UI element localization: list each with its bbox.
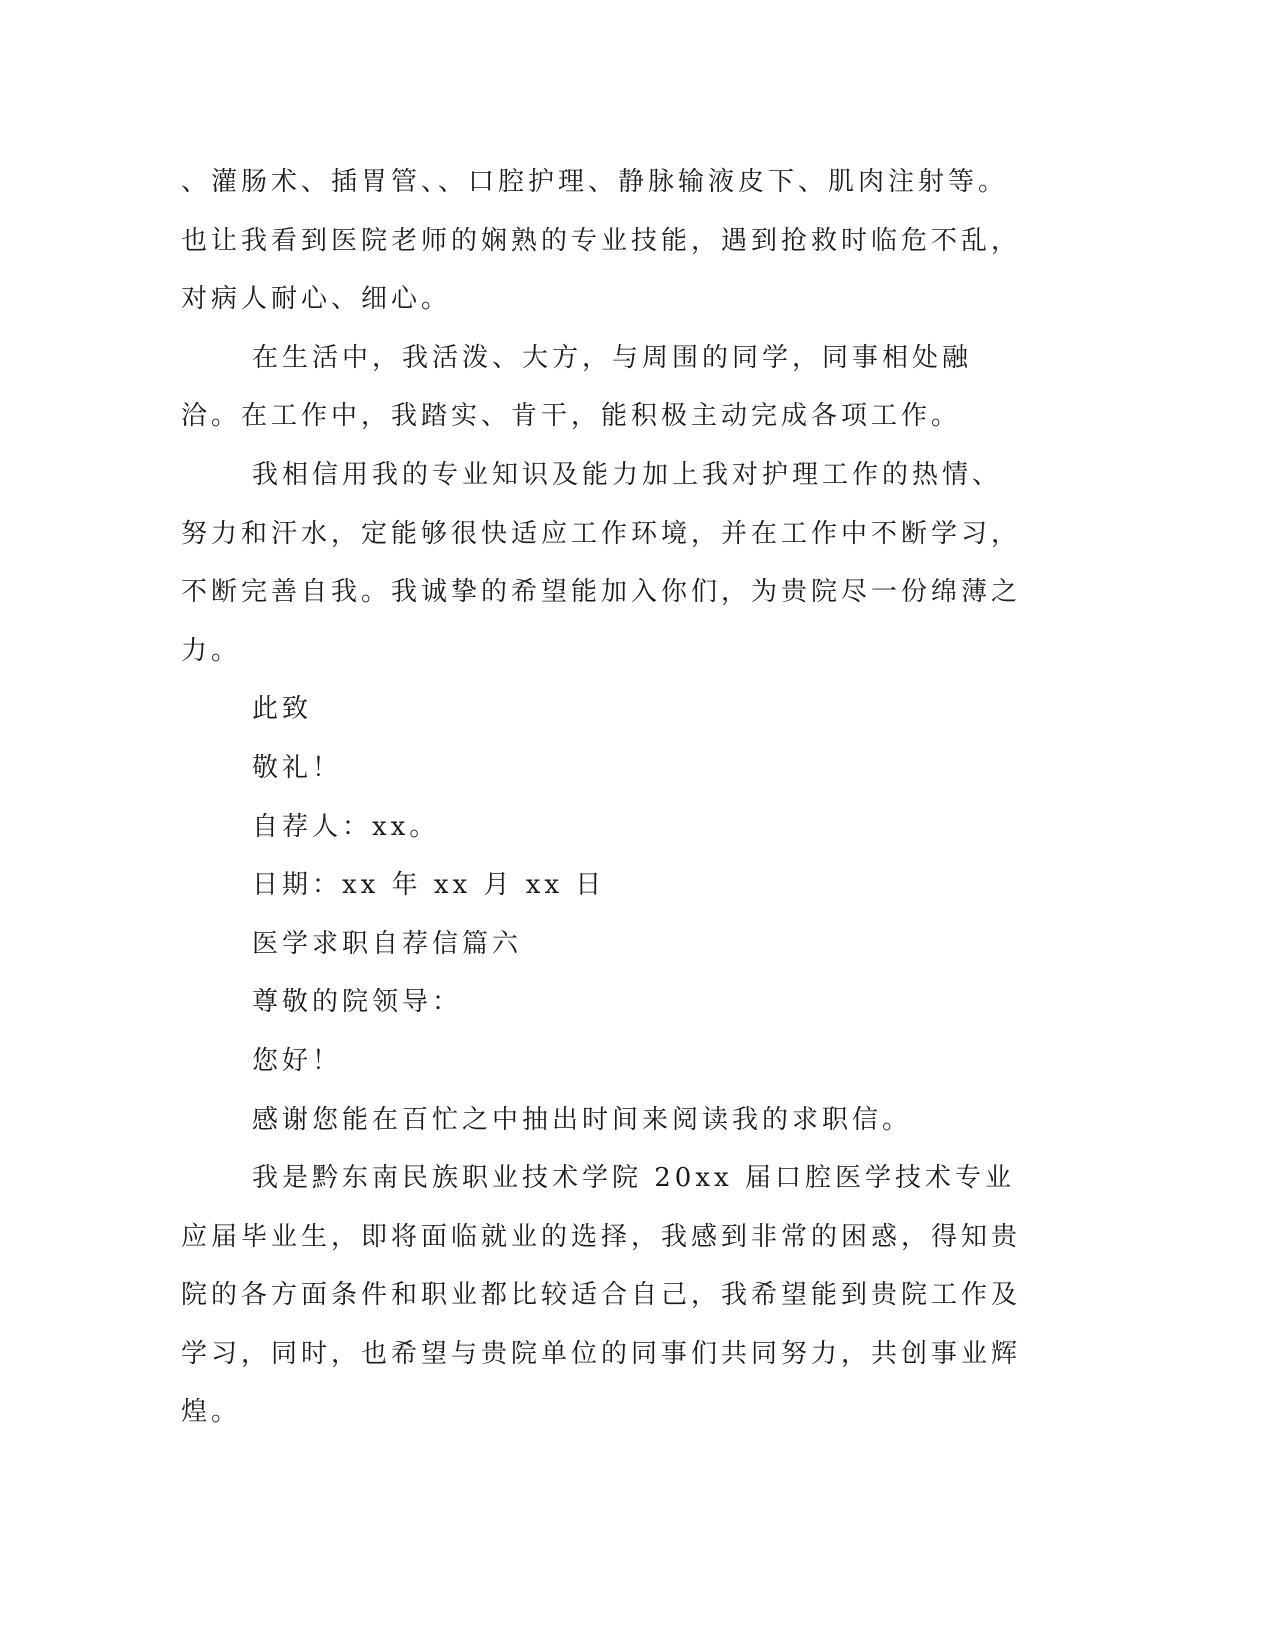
greeting-hello: 您好！ bbox=[252, 1045, 343, 1076]
paragraph-skills-continuation: 、灌肠术、插胃管、、口腔护理、静脉输液皮下、肌肉注射等。也让我看到医院老师的娴熟的专业技能，遇到抢救时临危不乱，对病人耐心、细心。 bbox=[181, 167, 1022, 315]
closing-salutation: 此致 bbox=[252, 694, 313, 725]
letter-body bbox=[181, 153, 1031, 1442]
closing-regards: 敬礼！ bbox=[252, 752, 343, 783]
paragraph-introduction: 我是黔东南民族职业技术学院 20xx 届口腔医学技术专业应届毕业生，即将面临就业的选择，我感到非常的困惑，得知贵院的各方面条件和职业都比较适合自己，我希望能到贵院工作及学习，同时，也希望与贵院单位的同事们共同努力，共创事业辉煌。 bbox=[181, 1163, 1022, 1428]
paragraph-commitment: 我相信用我的专业知识及能力加上我对护理工作的热情、努力和汗水，定能够很快适应工作环境，并在工作中不断学习，不断完善自我。我诚挚的希望能加入你们，为贵院尽一份绵薄之力。 bbox=[181, 459, 1022, 666]
signature-line: 自荐人：xx。 bbox=[252, 811, 440, 842]
paragraph-thanks: 感谢您能在百忙之中抽出时间来阅读我的求职信。 bbox=[252, 1104, 913, 1135]
greeting-recipient: 尊敬的院领导： bbox=[252, 987, 463, 1018]
section-heading: 医学求职自荐信篇六 bbox=[252, 928, 523, 959]
date-line: 日期：xx 年 xx 月 xx 日 bbox=[252, 870, 606, 901]
paragraph-personality: 在生活中，我活泼、大方，与周围的同学，同事相处融洽。在工作中，我踏实、肯干，能积极主动完成各项工作。 bbox=[181, 342, 973, 432]
